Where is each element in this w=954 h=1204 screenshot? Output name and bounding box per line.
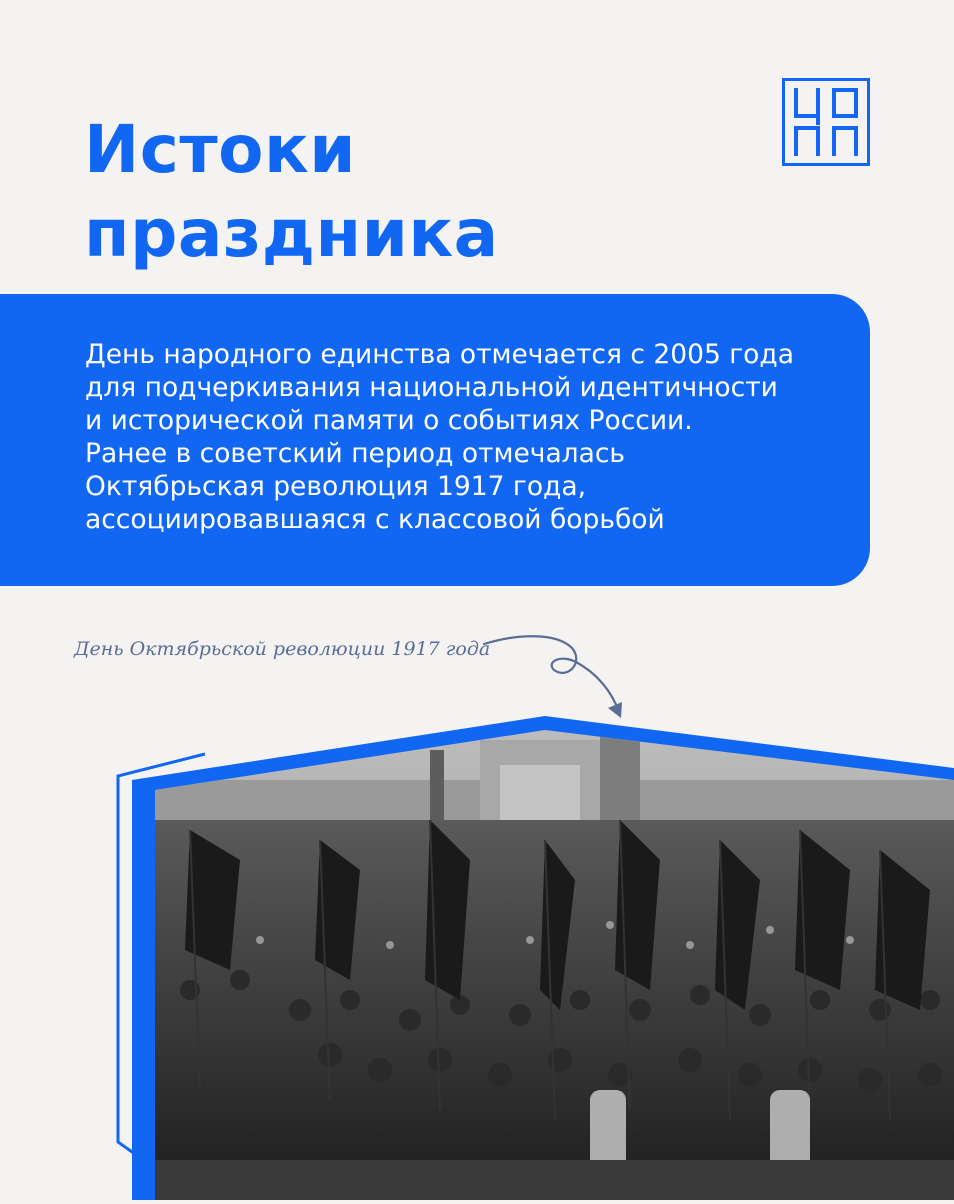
info-line-6: ассоциировавшаяся с классовой борьбой bbox=[85, 504, 665, 535]
info-line-5: Октябрьская революция 1917 года, bbox=[85, 471, 587, 502]
page-title bbox=[84, 108, 499, 276]
info-line-3: и исторической памяти о событиях России. bbox=[85, 405, 693, 436]
info-line-4: Ранее в советский период отмечалась bbox=[85, 438, 626, 469]
photo-caption: День Октябрьской революции 1917 года bbox=[74, 638, 491, 660]
info-card-text bbox=[85, 338, 865, 536]
title-line-1: Истоки bbox=[84, 111, 356, 188]
photo-image bbox=[150, 720, 954, 1200]
photo-frame bbox=[0, 710, 954, 1200]
copp-logo bbox=[782, 78, 870, 166]
info-line-1: День народного единства отмечается с 2005 года bbox=[85, 339, 794, 370]
parade-photo bbox=[0, 710, 954, 1200]
info-line-2: для подчеркивания национальной идентичности bbox=[85, 372, 778, 403]
title-line-2: праздника bbox=[84, 195, 499, 272]
